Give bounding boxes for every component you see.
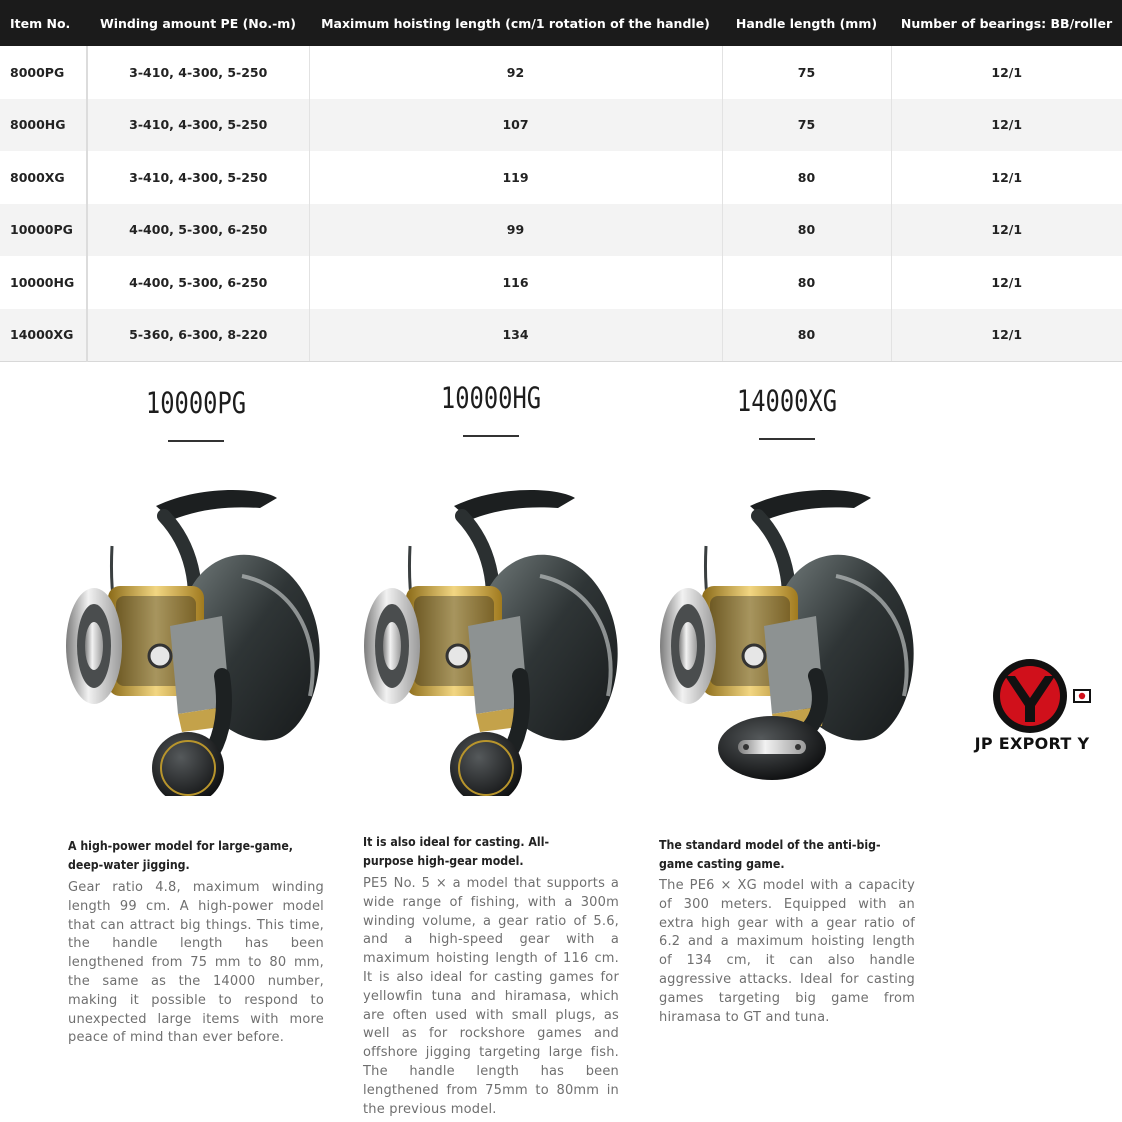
cell-item-no: 8000XG (0, 151, 87, 204)
table-header-row (0, 0, 1122, 46)
cell-handle: 80 (722, 151, 891, 204)
header-item-no: Item No. (0, 0, 87, 46)
table-row (0, 309, 1122, 362)
header-handle-length: Handle length (mm) (722, 0, 891, 46)
cell-item-no: 8000PG (0, 46, 87, 99)
table-row (0, 151, 1122, 204)
product-heading: A high-power model for large-game, deep-water jigging. (68, 838, 293, 872)
cell-handle: 75 (722, 99, 891, 152)
cell-handle: 80 (722, 309, 891, 362)
spec-table (0, 0, 1122, 362)
cell-hoisting: 116 (309, 256, 722, 309)
product-heading: It is also ideal for casting. All-purpose high-gear model. (363, 834, 550, 868)
cell-handle: 75 (722, 46, 891, 99)
cell-bearings: 12/1 (891, 99, 1122, 152)
cell-item-no: 10000HG (0, 256, 87, 309)
cell-item-no: 8000HG (0, 99, 87, 152)
cell-bearings: 12/1 (991, 64, 1023, 80)
cell-winding: 3-410, 4-300, 5-250 (87, 46, 309, 99)
table-row (0, 204, 1122, 257)
cell-winding: 3-410, 4-300, 5-250 (87, 99, 309, 152)
header-bearings: Number of bearings: BB/roller (891, 0, 1122, 46)
cell-item-no: 10000PG (0, 204, 87, 257)
cell-handle: 80 (722, 256, 891, 309)
cell-bearings: 12/1 (891, 204, 1122, 257)
cell-hoisting: 107 (309, 99, 722, 152)
spinning-reel-round-knob-icon (52, 476, 352, 796)
cell-bearings: 12/1 (991, 169, 1023, 185)
table-row (0, 46, 1122, 99)
cell-winding: 3-410, 4-300, 5-250 (87, 151, 309, 204)
cell-hoisting: 134 (309, 309, 722, 362)
logo-text: JP EXPORT Y (974, 734, 1090, 753)
cell-winding: 5-360, 6-300, 8-220 (87, 309, 309, 362)
spinning-reel-round-knob-icon (350, 476, 650, 796)
title-divider (463, 435, 519, 437)
header-max-hoisting-length: Maximum hoisting length (cm/1 rotation of the handle) (309, 0, 722, 46)
title-divider (168, 440, 224, 442)
product-heading: The standard model of the anti-big-game casting game. (659, 837, 881, 871)
cell-bearings: 12/1 (891, 309, 1122, 362)
model-title: 10000HG (440, 381, 542, 415)
model-title: 10000PG (145, 386, 247, 420)
cell-hoisting: 99 (309, 204, 722, 257)
cell-hoisting: 92 (309, 46, 722, 99)
product-description: Gear ratio 4.8, maximum winding length 99 cm. A high-power model that can attract big things. This time, the handle length has been lengthened from 75 mm to 80 mm, the same as the 14000 number, making it possible to respond to unexpected large items with more peace of mind than ever before. (68, 880, 324, 1046)
header-winding-amount: Winding amount PE (No.-m) (87, 0, 309, 46)
table-row (0, 256, 1122, 309)
cell-winding: 4-400, 5-300, 6-250 (87, 204, 309, 257)
table-row (0, 99, 1122, 152)
cell-bearings: 12/1 (991, 274, 1023, 290)
cell-handle: 80 (722, 204, 891, 257)
product-description: The PE6 × XG model with a capacity of 300 meters. Equipped with an extra high gear with a gear ratio of 6.2 and a maximum hoisting length of 134 cm, it can also handle aggressive attacks. Ideal for casting games targeting big game from hiramasa to GT and tuna. (659, 878, 915, 1025)
cell-winding: 4-400, 5-300, 6-250 (87, 256, 309, 309)
cell-hoisting: 119 (309, 151, 722, 204)
model-title: 14000XG (736, 384, 838, 418)
cell-item-no: 14000XG (0, 309, 87, 362)
title-divider (759, 438, 815, 440)
spinning-reel-oval-knob-icon (646, 476, 946, 796)
product-description: PE5 No. 5 × a model that supports a wide range of fishing, with a 300m winding volume, a gear ratio of 5.6, and a high-speed gear with a maximum hoisting length of 116 cm. It is also ideal for casting games for yellowfin tuna and hiramasa, which are often used with small plugs, as well as for rockshore games and offshore jigging targeting large fish. The handle length has been lengthened from 75mm to 80mm in the previous model. (363, 876, 619, 1117)
